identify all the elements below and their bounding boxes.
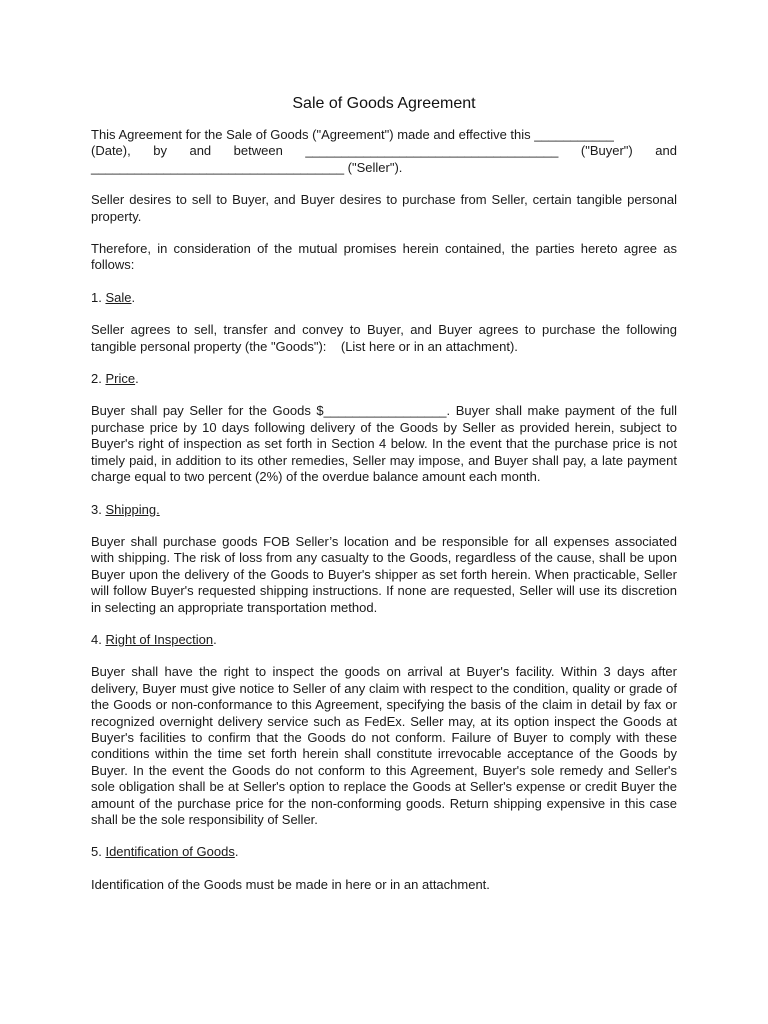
agreement-page bbox=[91, 90, 681, 909]
section-heading-shipping bbox=[91, 502, 677, 518]
intro-word: between bbox=[233, 143, 283, 159]
section-number: 5. bbox=[91, 844, 106, 860]
intro-paragraph bbox=[91, 127, 677, 176]
section-title: Sale bbox=[105, 289, 132, 305]
intro-word: and bbox=[655, 143, 677, 159]
intro-line-1 bbox=[91, 127, 677, 143]
section-heading-sale bbox=[91, 290, 677, 306]
section-title: Identification of Goods bbox=[105, 844, 235, 860]
section-title: Shipping. bbox=[105, 501, 160, 517]
section-number: 3. bbox=[91, 501, 106, 517]
section-body-identification-of-goods: Identification of the Goods must be made in here or in an attachment. bbox=[91, 876, 490, 892]
section-suffix: . bbox=[213, 631, 217, 647]
section-number: 1. bbox=[91, 289, 106, 305]
intro-word: (Date), bbox=[91, 143, 131, 159]
section-suffix: . bbox=[131, 289, 136, 305]
section-title: Right of Inspection bbox=[105, 631, 214, 647]
section-heading-right-of-inspection bbox=[91, 632, 677, 648]
section-title: Price bbox=[105, 371, 136, 387]
recital-paragraph: Seller desires to sell to Buyer, and Buyer desires to purchase from Seller, certain tangible personal property. bbox=[91, 192, 677, 224]
section-heading-identification-of-goods bbox=[91, 844, 677, 860]
intro-line-1-text: This Agreement for the Sale of Goods ("Agreement") made and effective this ___________ bbox=[91, 127, 614, 142]
intro-line-2 bbox=[91, 143, 677, 159]
page-title: Sale of Goods Agreement bbox=[292, 95, 476, 112]
section-heading-price bbox=[91, 371, 677, 387]
intro-line-3: ___________________________________ ("Seller"). bbox=[91, 159, 403, 175]
section-suffix: . bbox=[234, 844, 239, 860]
consideration-paragraph: Therefore, in consideration of the mutual promises herein contained, the parties hereto agree as follows: bbox=[91, 241, 677, 273]
section-body-right-of-inspection: Buyer shall have the right to inspect the goods on arrival at Buyer's facility. Within 3 days after delivery, Buyer must give notice to Seller of any claim with respect to the condition, quality or grade of the Goods or non-conformance to this Agreement, specifying the basis of the claim in detail by fax or recognized overnight delivery service such as FedEx. Seller may, at its option inspect the Goods at Buyer's facilities to confirm that the Goods do not conform. Failure of Buyer to comply with these conditions within the time set forth herein shall constitute irrevocable acceptance of the Goods by Buyer. In the event the Goods do not conform to this Agreement, Buyer's sole remedy and Seller's sole obligation shall be at Seller's option to replace the Goods at Seller's expense or credit Buyer the amount of the purchase price for the non-conforming goods. Return shipping expensive in this case shall be the sole responsibility of Seller. bbox=[91, 664, 677, 827]
section-suffix: . bbox=[135, 371, 139, 387]
intro-word: by bbox=[153, 143, 167, 159]
intro-word: ("Buyer") bbox=[580, 143, 633, 159]
section-number: 4. bbox=[91, 631, 106, 647]
intro-word: and bbox=[189, 143, 212, 159]
section-body-price: Buyer shall pay Seller for the Goods $_________________. Buyer shall make payment of the full purchase price by 10 days following delivery of the Goods by Seller as provided herein, subject to Buyer's right of inspection as set forth in Section 4 below. In the event that the purchase price is not timely paid, in addition to its other remedies, Seller may impose, and Buyer shall pay, a late payment charge equal to two percent (2%) of the overdue balance amount each month. bbox=[91, 403, 677, 485]
buyer-blank: ___________________________________ bbox=[305, 143, 559, 159]
section-number: 2. bbox=[91, 371, 106, 387]
section-body-sale: Seller agrees to sell, transfer and convey to Buyer, and Buyer agrees to purchase the following tangible personal property (the "Goods"): (List here or in an attachment). bbox=[91, 322, 681, 354]
section-body-shipping: Buyer shall purchase goods FOB Seller’s location and be responsible for all expenses associated with shipping. The risk of loss from any casualty to the Goods, regardless of the cause, shall be upon Buyer upon the delivery of the Goods to Buyer's shipper as set forth herein. When practicable, Seller will follow Buyer's requested shipping instructions. If none are requested, Seller will use its discretion in selecting an appropriate transportation method. bbox=[91, 533, 677, 615]
